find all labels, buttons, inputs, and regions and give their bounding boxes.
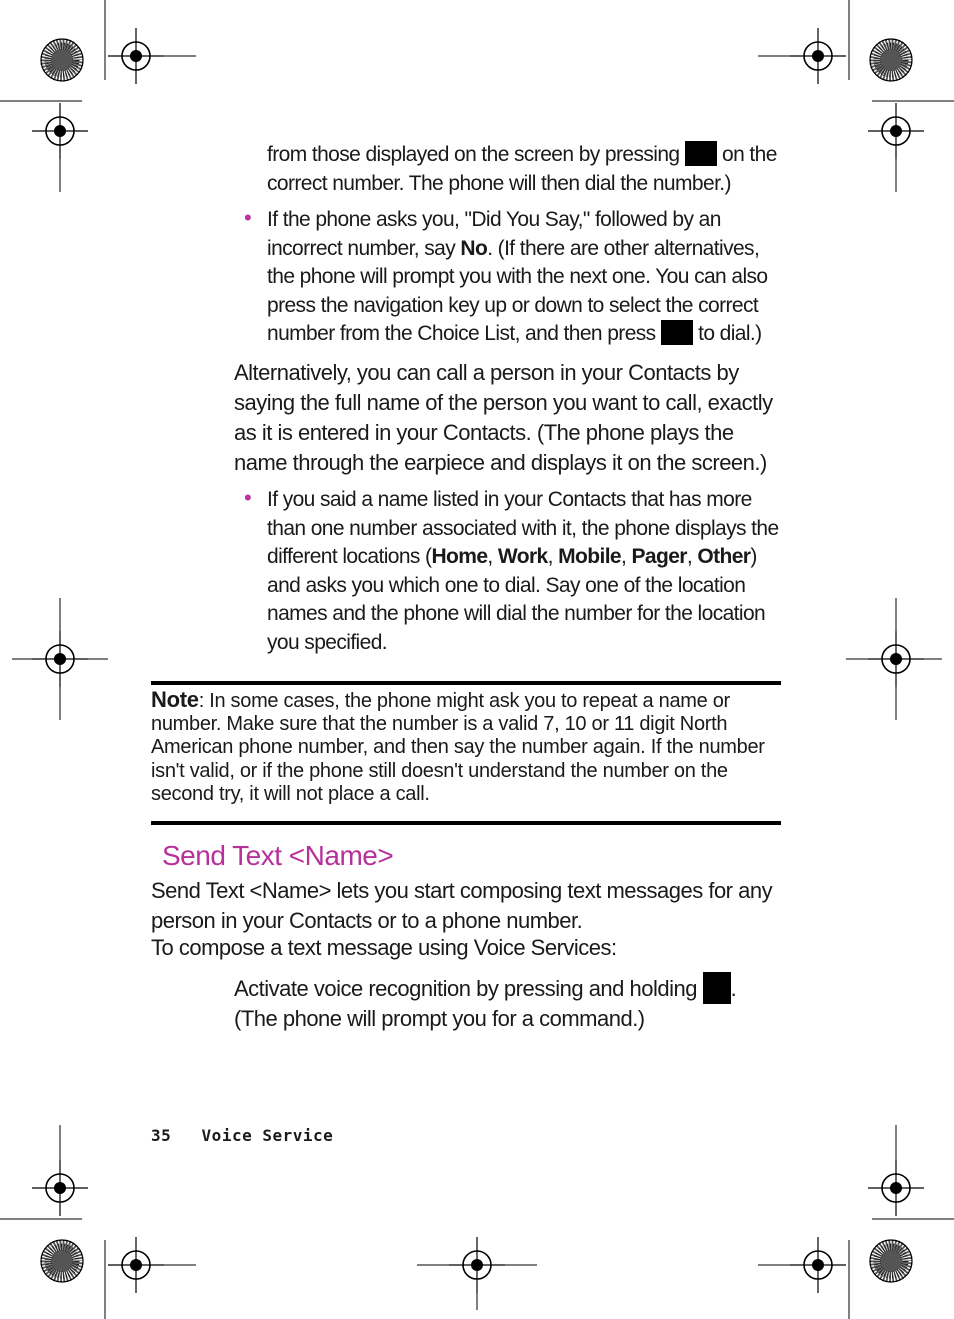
bullet-item-did-you-say	[267, 206, 779, 349]
continuation-text-2: on the correct number. The phone will then dial the number.)	[267, 143, 777, 195]
note-text: : In some cases, the phone might ask you to repeat a name or number. Make sure that the number is a valid 7, 10 or 11 digit North American phone number, and then say the number again. If the number isn't valid, or if the phone still doesn't understand the number on the second try, it will not place a call.	[151, 690, 765, 805]
note-box	[151, 688, 781, 806]
step-text-1: Activate voice recognition by pressing and holding	[234, 976, 697, 1001]
bullet2-text-1: If you said a name listed in your Contacts that has more than one number associated with it, the phone displays the different locations (	[267, 488, 779, 569]
bullet-icon: •	[244, 485, 252, 510]
note-top-rule	[151, 681, 781, 685]
section-heading: Send Text <Name>	[162, 840, 394, 871]
black-key-icon	[661, 320, 693, 345]
separator: ,	[487, 545, 498, 569]
black-key-icon	[685, 141, 717, 166]
bullet2-text-2: ) and asks you which one to dial. Say one of the location names and the phone will dial the number for the location you specified.	[267, 545, 766, 654]
location-work: Work	[497, 545, 548, 569]
page-number: 35	[151, 1126, 172, 1145]
bullet1-text-2: . (If there are other alternatives, the phone will prompt you with the next one. You can also press the navigation key up or down to select the correct number from the Choice List, and then press	[267, 236, 768, 346]
location-other: Other	[697, 545, 751, 569]
registration-mark-icon	[870, 1240, 912, 1282]
bullet-item-locations	[267, 486, 779, 658]
note-label: Note	[151, 687, 199, 712]
step-text-2: .	[730, 976, 737, 1001]
note-bottom-rule	[151, 821, 781, 825]
bullet1-text-3: to dial.)	[698, 322, 762, 346]
location-home: Home	[431, 545, 488, 569]
alternative-paragraph: Alternatively, you can call a person in your Contacts by saying the full name of the person you want to call, exactly as it is entered in your Contacts. (The phone plays the name through the earpiece and displays it on the screen.)	[234, 360, 773, 475]
section-instruction: To compose a text message using Voice Services:	[151, 935, 617, 960]
continuation-paragraph	[267, 141, 779, 198]
black-key-icon	[703, 972, 731, 1004]
step-text-3: (The phone will prompt you for a command.)	[234, 1006, 645, 1031]
registration-mark-icon	[41, 39, 83, 81]
continuation-text-1: from those displayed on the screen by pressing	[267, 143, 680, 166]
page-footer	[151, 1126, 333, 1145]
registration-mark-icon	[41, 1240, 83, 1282]
bullet1-bold-no: No	[460, 236, 488, 260]
separator: ,	[547, 545, 559, 569]
bullet1-text-1: If the phone asks you, "Did You Say," followed by an incorrect number, say	[267, 208, 721, 260]
location-pager: Pager	[631, 545, 687, 569]
registration-mark-icon	[870, 39, 912, 81]
separator: ,	[686, 545, 698, 569]
separator: ,	[621, 545, 632, 569]
bullet-icon: •	[244, 205, 252, 230]
location-mobile: Mobile	[558, 545, 622, 569]
section-description: Send Text <Name> lets you start composing text messages for any person in your Contacts or to a phone number.	[151, 878, 773, 933]
footer-section-name: Voice Service	[201, 1126, 334, 1145]
step-activate-voice	[234, 972, 782, 1034]
